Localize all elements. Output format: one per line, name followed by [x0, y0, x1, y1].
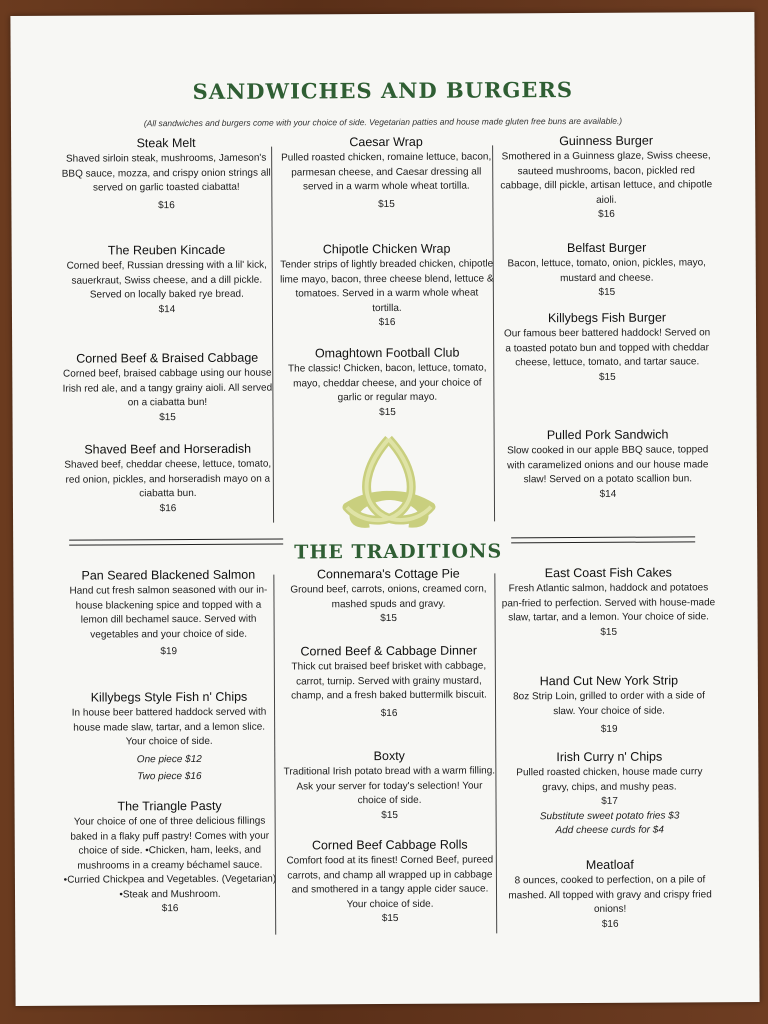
item-price: $16	[158, 199, 175, 211]
menu-item	[279, 133, 493, 212]
item-price: $15	[598, 286, 616, 298]
item-description: Fresh Atlantic salmon, haddock and potatoes pan-fried to perfection. Served with house-made slaw, tartar, and a lemon. Your choice of side.	[501, 582, 716, 624]
item-extra: Two piece $16	[137, 770, 202, 783]
item-description: In house beer battered haddock served with house made slaw, tartar, and a lemon slice. Your choice of side.	[71, 706, 267, 748]
menu-item	[60, 242, 274, 318]
item-name: Shaved Beef and Horseradish	[84, 441, 252, 457]
menu-column	[281, 565, 496, 925]
menu-item	[61, 567, 275, 661]
item-extra: Substitute sweet potato fries $3	[539, 809, 680, 822]
item-name: Killybegs Fish Burger	[547, 310, 667, 326]
divider-rule	[69, 539, 283, 546]
menu-item	[282, 642, 496, 721]
item-price: $14	[158, 303, 176, 315]
item-name: Connemara's Cottage Pie	[316, 566, 460, 582]
menu-item	[282, 747, 496, 823]
celtic-knot-icon	[339, 435, 439, 530]
item-description: Corned beef, braised cabbage using our house Irish red ale, and a tangy grainy aioli. All served on a ciabatta bun!	[62, 367, 273, 409]
menu-item	[503, 856, 717, 932]
menu-item	[502, 672, 716, 738]
item-name: Boxty	[373, 748, 405, 764]
menu-column	[61, 567, 277, 915]
item-description: Pulled roasted chicken, romaine lettuce, bacon, parmesan cheese, and Caesar dressing all served in a warm whole wheat tortilla.	[281, 151, 492, 193]
item-price: $16	[380, 707, 398, 719]
menu-item	[61, 441, 275, 517]
item-name: Corned Beef & Cabbage Dinner	[300, 643, 478, 659]
item-price: $15	[159, 411, 176, 423]
section-title-sandwiches: SANDWICHES AND BURGERS	[192, 77, 574, 105]
item-description: Smothered in a Guinness glaze, Swiss cheese, sauteed mushrooms, bacon, pickled red cabbage, dill pickle, artisan lettuce, and chipotle aioli.	[500, 150, 713, 206]
item-name: Steak Melt	[136, 135, 196, 151]
item-description: Tender strips of lightly breaded chicken, chipotle lime mayo, bacon, three cheese blend, lettuce & tomatoes. Served in a warm whole wheat tortilla.	[280, 258, 494, 314]
menu-page	[10, 12, 759, 1006]
item-description: Pulled roasted chicken, house made curry gravy, chips, and mushy peas.	[516, 766, 703, 793]
item-description: Traditional Irish potato bread with a warm filling. Ask your server for today's selection! Your choice of side.	[283, 765, 496, 807]
item-price: $17	[601, 795, 618, 807]
item-description: 8oz Strip Loin, grilled to order with a side of slaw. Your choice of side.	[513, 690, 705, 717]
divider-rule	[511, 536, 695, 543]
item-name: Omaghtown Football Club	[314, 345, 460, 361]
item-description: Corned beef, Russian dressing with a lil' kick, sauerkraut, Swiss cheese, and a dill pickle. Served on locally baked rye bread.	[66, 259, 267, 301]
menu-item	[502, 748, 716, 839]
menu-item	[501, 426, 715, 502]
item-description: Comfort food at its finest! Corned Beef, pureed carrots, and champ all wrapped up in cabbage and smothered in a tangy apple cider sauce. Your choice of side.	[286, 854, 494, 910]
item-name: East Coast Fish Cakes	[544, 565, 672, 581]
item-name: Pan Seared Blackened Salmon	[81, 567, 256, 583]
item-price: $16	[378, 316, 396, 329]
menu-item	[60, 350, 274, 426]
item-name: Chipotle Chicken Wrap	[322, 241, 451, 257]
item-name: Caesar Wrap	[349, 134, 423, 150]
item-price: $16	[598, 208, 615, 220]
item-name: Belfast Burger	[566, 240, 647, 256]
menu-item	[499, 132, 713, 223]
item-price: $15	[381, 912, 399, 925]
item-price: $15	[598, 371, 616, 383]
item-description: Your choice of one of three delicious fillings baked in a flaky puff pastry! Comes with your choice of side. •Chicken, ham, leeks, and mushrooms in a creamy béchamel sauce. •Curried Chickpea and Vegetables. (Vegetarian) •Steak and Mushroom.	[63, 815, 277, 900]
item-price: $14	[599, 488, 617, 500]
item-description: Bacon, lettuce, tomato, onion, pickles, mayo, mustard and cheese.	[507, 257, 706, 284]
item-name: Pulled Pork Sandwich	[546, 427, 669, 443]
menu-item	[62, 689, 276, 786]
menu-item	[281, 565, 495, 627]
item-extra: Add cheese curds for $4	[555, 824, 664, 837]
menu-item	[501, 564, 715, 640]
item-name: The Triangle Pasty	[117, 798, 222, 814]
item-price: $15	[381, 809, 398, 821]
item-name: The Reuben Kincade	[107, 242, 226, 258]
item-name: Killybegs Style Fish n' Chips	[90, 689, 248, 705]
menu-item	[59, 135, 273, 214]
item-description: 8 ounces, cooked to perfection, on a pile of mashed. All topped with gravy and crispy fried onions!	[508, 874, 712, 915]
item-price: $15	[379, 406, 396, 418]
item-description: Shaved beef, cheddar cheese, lettuce, tomato, red onion, pickles, and horseradish mayo on a ciabatta bun.	[64, 458, 272, 500]
item-description: The classic! Chicken, bacon, lettuce, tomato, mayo, cheddar cheese, and your choice of garlic or regular mayo.	[288, 362, 487, 404]
menu-item	[500, 309, 714, 385]
item-price: $15	[378, 198, 395, 210]
item-price: $15	[380, 612, 397, 625]
item-name: Guinness Burger	[559, 133, 654, 149]
item-description: Slow cooked in our apple BBQ sauce, topped with caramelized onions and our house made slaw! Served on a potato scallion bun.	[507, 444, 709, 486]
item-price: $16	[159, 502, 177, 514]
item-price: $16	[601, 918, 619, 930]
item-description: Hand cut fresh salmon seasoned with our in-house blackening spice and topped with a lemon dill bechamel sauce. Served with vegetables and your choice of side.	[69, 584, 268, 641]
item-name: Corned Beef & Braised Cabbage	[76, 350, 259, 366]
item-extra: One piece $12	[136, 753, 202, 765]
item-description: Our famous beer battered haddock! Served on a toasted potato bun and topped with cheddar cheese, lettuce, tomato, and tartar sauce.	[503, 327, 711, 369]
item-price: $15	[600, 626, 618, 638]
item-price: $16	[161, 903, 179, 915]
menu-item	[280, 344, 494, 420]
menu-item	[283, 836, 497, 927]
menu-column	[59, 135, 273, 514]
item-price: $19	[600, 723, 618, 735]
item-name: Irish Curry n' Chips	[556, 749, 663, 765]
menu-item	[280, 240, 494, 331]
section-title-traditions: THE TRADITIONS	[294, 540, 503, 564]
menu-column	[499, 132, 713, 500]
menu-item	[500, 239, 714, 301]
item-price: $19	[160, 646, 178, 658]
item-description: Thick cut braised beef brisket with cabbage, carrot, turnip. Served with grainy mustard, champ, and a fresh baked buttermilk biscuit.	[291, 660, 487, 702]
item-name: Corned Beef Cabbage Rolls	[311, 837, 468, 853]
item-name: Hand Cut New York Strip	[539, 673, 679, 689]
item-name: Meatloaf	[585, 857, 634, 872]
item-description: Ground beef, carrots, onions, creamed corn, mashed spuds and gravy.	[290, 583, 487, 610]
section-note: (All sandwiches and burgers come with your choice of side. Vegetarian patties and house made gluten free buns are available.)	[143, 115, 623, 129]
menu-column	[501, 564, 716, 930]
menu-column	[279, 133, 494, 418]
item-description: Shaved sirloin steak, mushrooms, Jameson's BBQ sauce, mozza, and crispy onion strings all served on garlic toasted ciabatta!	[61, 152, 271, 194]
menu-item	[63, 798, 278, 918]
